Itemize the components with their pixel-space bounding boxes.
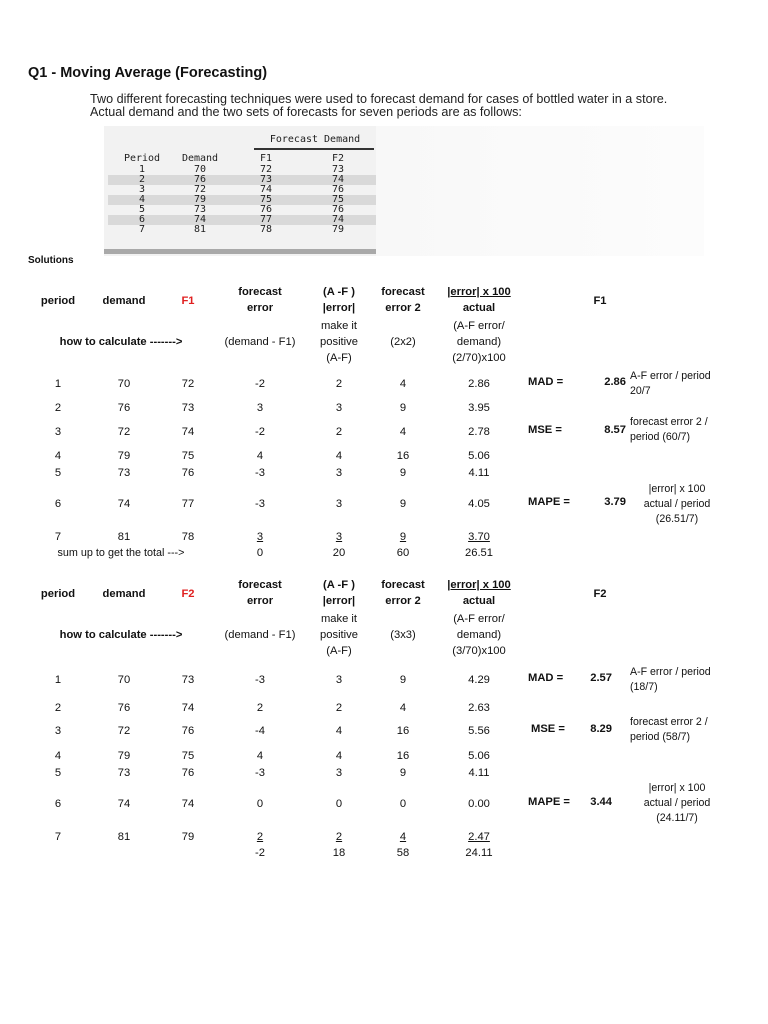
percent-error-formula: (A-F error/	[453, 613, 505, 625]
mse-note-line: period (60/7)	[630, 431, 691, 443]
period-header: period	[40, 295, 76, 307]
abs-error-header: |error|	[322, 595, 356, 607]
mape-value: 3.79	[604, 496, 626, 508]
how-to-calculate-label: how to calculate ------->	[59, 336, 183, 348]
f2-col-header: F2	[331, 153, 345, 164]
mad-note-line: A-F error / period	[630, 370, 711, 382]
squared-error-header: forecast	[381, 579, 425, 591]
abs-cell: 4	[335, 450, 343, 462]
demand-cell: 81	[117, 531, 131, 543]
sq-cell: 16	[396, 725, 410, 737]
squared-error-formula: (3x3)	[390, 629, 416, 641]
abs-cell: 2	[335, 831, 343, 843]
f2-cell: 74	[331, 174, 345, 185]
period-cell: 5	[54, 767, 62, 779]
err-cell: -4	[255, 725, 265, 737]
demand-cell: 79	[193, 194, 207, 205]
abs-error-formula: make it	[320, 320, 358, 332]
problem-line-1: Two different forecasting techniques were used to forecast demand for cases of bottled water in a store.	[90, 92, 668, 106]
abs-cell: 3	[335, 767, 343, 779]
mape-label: MAPE =	[528, 496, 570, 508]
percent-error-formula: demand)	[456, 336, 502, 348]
sq-cell: 9	[399, 402, 407, 414]
demand-cell: 72	[193, 184, 207, 195]
demand-col-header: Demand	[181, 153, 219, 164]
f2-cell: 76	[331, 204, 345, 215]
forecast-header: F2	[181, 588, 195, 600]
forecast-cell: 73	[181, 674, 195, 686]
f1-cell: 76	[259, 204, 273, 215]
pct-cell: 4.11	[468, 767, 490, 779]
f1-cell: 72	[259, 164, 273, 175]
demand-header: demand	[102, 295, 146, 307]
f1-cell: 74	[259, 184, 273, 195]
percent-error-formula: (A-F error/	[453, 320, 505, 332]
abs-cell: 3	[335, 467, 343, 479]
abs-error-header: |error|	[322, 302, 356, 314]
source-data-table	[104, 126, 704, 256]
sq-cell: 16	[396, 450, 410, 462]
sq-cell: 4	[399, 702, 407, 714]
forecast-cell: 72	[181, 378, 195, 390]
err-cell: 4	[256, 450, 264, 462]
abs-cell: 4	[335, 725, 343, 737]
pct-cell: 2.47	[468, 831, 490, 843]
demand-cell: 76	[117, 402, 131, 414]
squared-error-header: error 2	[385, 595, 421, 607]
forecast-error-header: forecast	[238, 579, 282, 591]
abs-error-formula: (A-F)	[326, 645, 352, 657]
mape-note	[627, 482, 727, 527]
mse-note	[630, 415, 708, 445]
mad-note	[630, 665, 711, 695]
forecast-error-formula: (demand - F1)	[224, 336, 296, 348]
forecast-error-formula: (demand - F1)	[224, 629, 296, 641]
demand-cell: 70	[117, 378, 131, 390]
demand-cell: 81	[117, 831, 131, 843]
demand-cell: 74	[117, 498, 131, 510]
mad-note	[630, 369, 711, 399]
pct-cell: 3.70	[468, 531, 490, 543]
period-cell: 6	[138, 214, 146, 225]
period-cell: 7	[54, 831, 62, 843]
abs-error-formula: make it	[320, 613, 358, 625]
pct-cell: 5.06	[468, 750, 490, 762]
abs-cell: 2	[335, 378, 343, 390]
mape-label: MAPE =	[528, 796, 570, 808]
forecast-header: F1	[181, 295, 195, 307]
mape-note-line: (24.11/7)	[656, 812, 698, 824]
abs-error-formula: (A-F)	[326, 352, 352, 364]
percent-error-formula: (2/70)x100	[452, 352, 506, 364]
abs-cell: 3	[335, 402, 343, 414]
mse-note-line: period (58/7)	[630, 731, 691, 743]
pct-cell: 5.56	[468, 725, 490, 737]
sq-cell: 4	[399, 378, 407, 390]
demand-cell: 76	[117, 702, 131, 714]
abs-cell: 3	[335, 674, 343, 686]
abs-error-formula: positive	[320, 629, 358, 641]
source-grid	[108, 152, 376, 235]
period-cell: 4	[54, 450, 62, 462]
percent-error-header: actual	[462, 595, 496, 607]
percent-error-formula: demand)	[456, 629, 502, 641]
demand-cell: 70	[193, 164, 207, 175]
f1-cell: 77	[259, 214, 273, 225]
mad-note-line: (18/7)	[630, 681, 658, 693]
pct-cell: 4.29	[468, 674, 490, 686]
period-cell: 2	[138, 174, 146, 185]
err-cell: -2	[255, 378, 265, 390]
demand-cell: 76	[193, 174, 207, 185]
f2-cell: 79	[331, 224, 345, 235]
demand-cell: 74	[117, 798, 131, 810]
sq-cell: 9	[399, 767, 407, 779]
abs-cell: 2	[335, 426, 343, 438]
abs-error-header: (A -F )	[323, 286, 355, 298]
mad-note-line: 20/7	[630, 385, 651, 397]
sq-total: 60	[396, 547, 410, 559]
pct-cell: 2.63	[468, 702, 490, 714]
demand-header: demand	[102, 588, 146, 600]
period-cell: 5	[138, 204, 146, 215]
demand-cell: 74	[193, 214, 207, 225]
mad-note-line: A-F error / period	[630, 666, 711, 678]
pct-cell: 3.95	[468, 402, 490, 414]
err-cell: -3	[255, 498, 265, 510]
demand-cell: 72	[117, 426, 131, 438]
mad-value: 2.86	[604, 376, 626, 388]
mape-value: 3.44	[590, 796, 612, 808]
demand-cell: 81	[193, 224, 207, 235]
f1-cell: 75	[259, 194, 273, 205]
mse-label: MSE =	[528, 424, 562, 436]
err-cell: 4	[256, 750, 264, 762]
err-cell: -3	[255, 767, 265, 779]
mape-note-line: |error| x 100	[648, 483, 706, 495]
pct-cell: 2.78	[468, 426, 490, 438]
mape-note	[627, 781, 727, 826]
demand-cell: 73	[193, 204, 207, 215]
forecast-cell: 74	[181, 798, 195, 810]
forecast-cell: 78	[181, 531, 195, 543]
forecast-demand-header: Forecast Demand	[269, 134, 361, 145]
abs-total: 20	[332, 547, 346, 559]
f2-cell: 74	[331, 214, 345, 225]
period-cell: 1	[138, 164, 146, 175]
period-cell: 5	[54, 467, 62, 479]
demand-cell: 79	[117, 450, 131, 462]
f2-cell: 75	[331, 194, 345, 205]
period-cell: 6	[54, 498, 62, 510]
squared-error-header: forecast	[381, 286, 425, 298]
f2-cell: 76	[331, 184, 345, 195]
period-cell: 2	[54, 402, 62, 414]
demand-cell: 73	[117, 767, 131, 779]
sq-cell: 4	[399, 426, 407, 438]
period-col-header: Period	[123, 153, 161, 164]
forecast-cell: 74	[181, 702, 195, 714]
f1-cell: 73	[259, 174, 273, 185]
period-cell: 3	[54, 725, 62, 737]
sq-total: 58	[396, 847, 410, 859]
abs-cell: 3	[335, 498, 343, 510]
period-cell: 7	[138, 224, 146, 235]
demand-cell: 72	[117, 725, 131, 737]
mse-label: MSE =	[531, 723, 565, 735]
pct-cell: 4.05	[468, 498, 490, 510]
problem-statement	[90, 93, 667, 119]
period-cell: 4	[54, 750, 62, 762]
pct-cell: 2.86	[468, 378, 490, 390]
sq-cell: 16	[396, 750, 410, 762]
table-bottom-rule	[104, 249, 376, 254]
mape-note-line: |error| x 100	[648, 782, 706, 794]
mse-note-line: forecast error 2 /	[630, 716, 708, 728]
mape-note-line: actual / period	[643, 797, 711, 809]
how-to-calculate-label: how to calculate ------->	[59, 629, 183, 641]
err-cell: 2	[256, 702, 264, 714]
err-cell: 0	[256, 798, 264, 810]
sq-cell: 9	[399, 674, 407, 686]
err-total: -2	[255, 847, 265, 859]
summary-header: F2	[593, 588, 607, 600]
forecast-cell: 79	[181, 831, 195, 843]
squared-error-formula: (2x2)	[390, 336, 416, 348]
mad-label: MAD =	[528, 376, 564, 388]
forecast-cell: 77	[181, 498, 195, 510]
abs-error-header: (A -F )	[323, 579, 355, 591]
forecast-cell: 73	[181, 402, 195, 414]
abs-cell: 2	[335, 702, 343, 714]
sq-cell: 9	[399, 498, 407, 510]
percent-error-formula: (3/70)x100	[452, 645, 506, 657]
abs-cell: 0	[335, 798, 343, 810]
abs-error-formula: positive	[320, 336, 358, 348]
f2-cell: 73	[331, 164, 345, 175]
percent-error-header: actual	[462, 302, 496, 314]
sq-cell: 0	[399, 798, 407, 810]
percent-error-header: |error| x 100	[447, 579, 511, 591]
f1-cell: 78	[259, 224, 273, 235]
forecast-error-header: error	[246, 595, 274, 607]
pct-total: 26.51	[465, 547, 493, 559]
mape-note-line: actual / period	[643, 498, 711, 510]
mse-value: 8.29	[590, 723, 612, 735]
abs-cell: 4	[335, 750, 343, 762]
sq-cell: 4	[399, 831, 407, 843]
source-row	[108, 225, 376, 235]
mape-note-line: (26.51/7)	[655, 513, 699, 525]
period-header: period	[40, 588, 76, 600]
err-cell: 3	[256, 531, 264, 543]
page-title: Q1 - Moving Average (Forecasting)	[28, 65, 268, 81]
abs-total: 18	[332, 847, 346, 859]
pct-total: 24.11	[465, 847, 493, 859]
pct-cell: 0.00	[468, 798, 490, 810]
mse-value: 8.57	[604, 424, 626, 436]
demand-cell: 79	[117, 750, 131, 762]
period-cell: 7	[54, 531, 62, 543]
forecast-cell: 74	[181, 426, 195, 438]
f1-col-header: F1	[259, 153, 273, 164]
err-cell: -3	[255, 467, 265, 479]
forecast-cell: 76	[181, 725, 195, 737]
pct-cell: 4.11	[468, 467, 490, 479]
period-cell: 1	[54, 674, 62, 686]
solutions-label: Solutions	[28, 255, 74, 266]
err-cell: -2	[255, 426, 265, 438]
demand-cell: 73	[117, 467, 131, 479]
percent-error-header: |error| x 100	[447, 286, 511, 298]
period-cell: 3	[54, 426, 62, 438]
forecast-error-header: forecast	[238, 286, 282, 298]
forecast-cell: 75	[181, 750, 195, 762]
sq-cell: 9	[399, 467, 407, 479]
demand-cell: 70	[117, 674, 131, 686]
header-rule	[254, 148, 374, 150]
err-total: 0	[256, 547, 264, 559]
pct-cell: 5.06	[468, 450, 490, 462]
err-cell: -3	[255, 674, 265, 686]
forecast-error-header: error	[246, 302, 274, 314]
period-cell: 3	[138, 184, 146, 195]
squared-error-header: error 2	[385, 302, 421, 314]
period-cell: 4	[138, 194, 146, 205]
summary-header: F1	[593, 295, 607, 307]
period-cell: 1	[54, 378, 62, 390]
sq-cell: 9	[399, 531, 407, 543]
forecast-cell: 75	[181, 450, 195, 462]
forecast-cell: 76	[181, 767, 195, 779]
abs-cell: 3	[335, 531, 343, 543]
mse-note-line: forecast error 2 /	[630, 416, 708, 428]
mse-note	[630, 715, 708, 745]
mad-value: 2.57	[590, 672, 612, 684]
problem-line-2: Actual demand and the two sets of forecasts for seven periods are as follows:	[90, 105, 522, 119]
period-cell: 6	[54, 798, 62, 810]
forecast-cell: 76	[181, 467, 195, 479]
err-cell: 3	[256, 402, 264, 414]
mad-label: MAD =	[528, 672, 564, 684]
sum-total-label: sum up to get the total --->	[57, 547, 185, 559]
period-cell: 2	[54, 702, 62, 714]
err-cell: 2	[256, 831, 264, 843]
